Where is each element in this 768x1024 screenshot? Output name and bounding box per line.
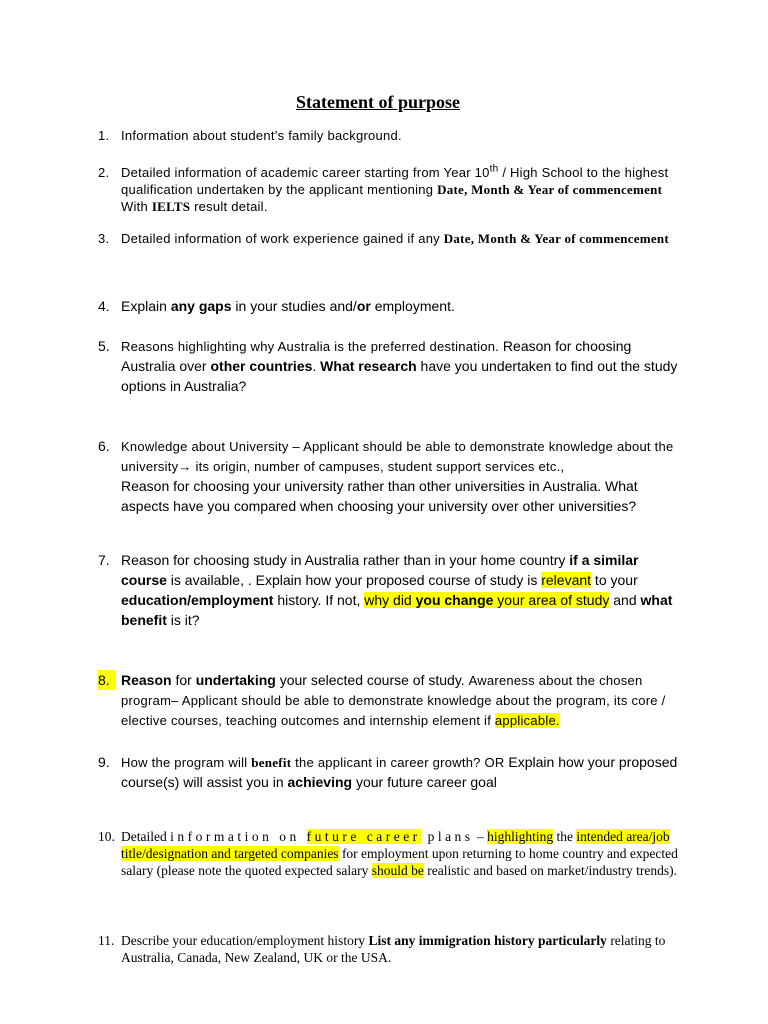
item-text: Detailed information of work experience gained if any Date, Month & Year of commencement [121, 231, 669, 246]
item-text: Reasons highlighting why Australia is the preferred destination. Reason for choosing Australia over other countries. What research have you undertaken to find out the study options in Australia? [121, 338, 678, 394]
item-number: 5. [98, 338, 110, 354]
item-number: 2. [98, 165, 110, 180]
item-number: 9. [98, 754, 110, 770]
highlight: why did [364, 592, 416, 608]
item-text: Detailed information of academic career starting from Year 10th / High School to the highest qualification undertaken by the applicant mentioning Date, Month & Year of commencement With IELTS result detail. [121, 163, 669, 214]
highlight: future career [306, 829, 421, 844]
list-item-5 [98, 336, 688, 396]
item-number: 10. [98, 829, 115, 844]
highlight: relevant [541, 572, 592, 588]
item-text: Explain any gaps in your studies and/or employment. [121, 298, 455, 314]
list-item-2 [98, 164, 688, 215]
highlight: you change [415, 592, 494, 608]
item-text: Detailed information on future career plans – highlighting the intended area/job title/designation and targeted companies for employment upon returning to home country and expected salary (please note the quoted expected salary should be realistic and based on market/industry trends). [121, 829, 678, 878]
arrow-icon: → [178, 459, 192, 474]
highlight: applicable. [494, 713, 560, 728]
item-number: 8. [98, 670, 116, 690]
item-number: 4. [98, 298, 110, 314]
highlight: your area of study [493, 592, 610, 608]
item-text: Information about student’s family background. [121, 128, 402, 143]
item-text: Knowledge about University – Applicant should be able to demonstrate knowledge about the university→ its origin, number of campuses, student support services etc., Reason for choosing your university rather than other universities in Australia. What aspects have you compared when choosing your university over other universities? [121, 439, 674, 514]
item-text: Reason for choosing study in Australia rather than in your home country if a similar course is available, . Explain how your proposed course of study is relevant to your education/employment history. If not, why did you change your area of study and what benefit is it? [121, 552, 673, 628]
list-item-11 [98, 932, 688, 966]
highlight: highlighting [487, 829, 554, 844]
item-number: 11. [98, 933, 115, 948]
item-number: 7. [98, 552, 110, 568]
list-item-7 [98, 550, 688, 630]
item-text: How the program will benefit the applicant in career growth? OR Explain how your proposed course(s) will assist you in achieving your future career goal [121, 754, 678, 790]
list-item-6 [98, 436, 688, 516]
item-number: 3. [98, 231, 110, 246]
list-item-9 [98, 752, 688, 792]
list-item-4 [98, 296, 688, 316]
highlight: intended area/job title/designation and targeted companies [121, 829, 670, 861]
document-title: Statement of purpose [296, 92, 460, 112]
list-item-10 [98, 828, 688, 879]
item-number: 6. [98, 438, 110, 454]
list-item-3 [98, 230, 688, 247]
highlight: should be [371, 863, 424, 878]
list-item-1 [98, 127, 688, 144]
item-text: Describe your education/employment history List any immigration history particularly relating to Australia, Canada, New Zealand, UK or the USA. [121, 933, 666, 965]
item-text: Reason for undertaking your selected course of study. Awareness about the chosen program– Applicant should be able to demonstrate knowledge about the program, its core / elective courses, teaching outcomes and internship element if applicable. [121, 672, 666, 728]
item-number: 1. [98, 128, 110, 143]
list-item-8 [98, 670, 688, 730]
